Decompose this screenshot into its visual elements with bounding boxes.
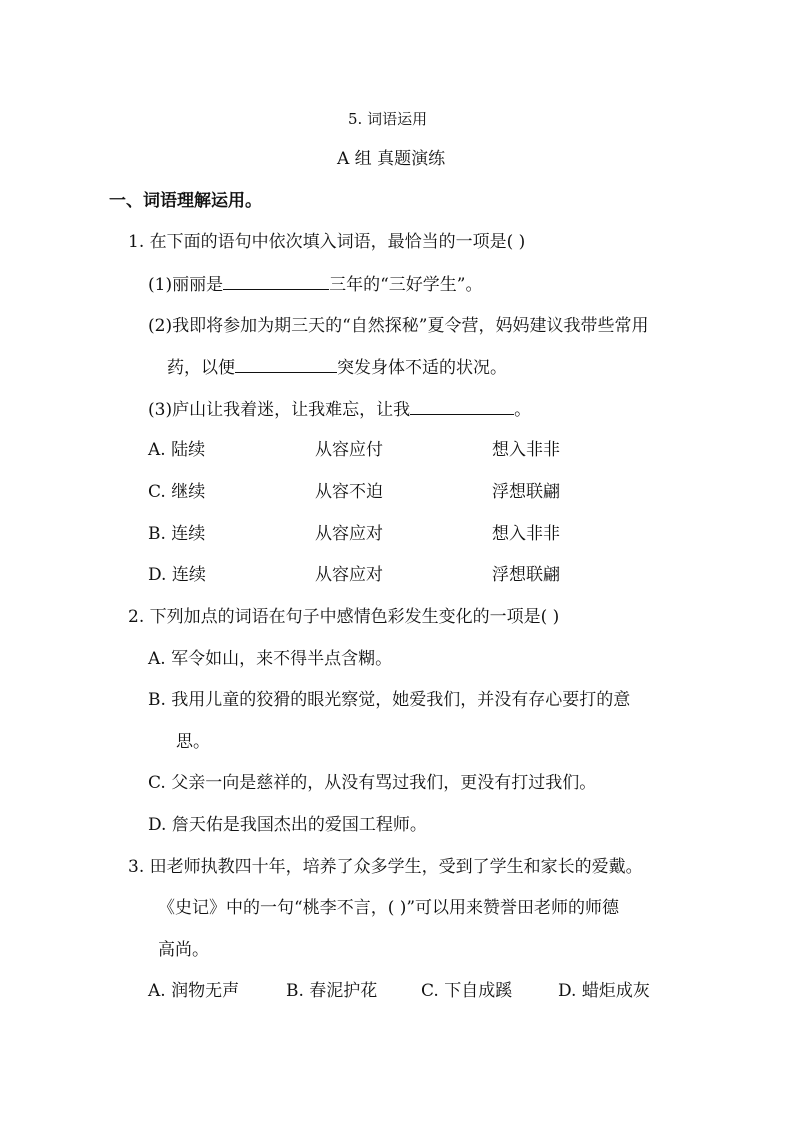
q1-option-word-3: 想入非非 [492,440,560,460]
q1-option-label: B. 连续 [148,524,206,544]
q1-option-word-2: 从容不迫 [315,482,383,502]
group-title: A 组 真题演练 [337,149,446,169]
question-1-sentence-2-line-1: (2)我即将参加为期三天的“自然探秘”夏令营，妈妈建议我带些常用 [148,316,649,336]
q2-option-d: D. 詹天佑是我国杰出的爱国工程师。 [148,815,427,835]
q2-option-b-line-2: 思。 [176,732,210,752]
sentence-2-prefix: 药，以便 [167,358,235,378]
q2-option-a: A. 军令如山，来不得半点含糊。 [148,649,393,669]
sentence-2-suffix: 突发身体不适的状况。 [337,358,507,378]
lesson-title: 5. 词语运用 [348,110,428,128]
q1-option-label: A. 陆续 [148,440,206,460]
q1-option-word-2: 从容应对 [315,565,383,585]
answer-blank [223,273,329,290]
question-1-sentence-3 [148,398,531,421]
sentence-3-suffix: 。 [514,400,532,420]
q1-option-word-2: 从容应对 [315,524,383,544]
question-2-stem: 2. 下列加点的词语在句子中感情色彩发生变化的一项是( ) [128,607,560,627]
section-heading: 一、词语理解运用。 [109,191,262,211]
sentence-1-prefix: (1)丽丽是 [148,275,224,295]
question-1-sentence-1 [148,273,482,296]
q1-option-word-3: 浮想联翩 [492,565,560,585]
question-3-stem-line-3: 高尚。 [158,940,209,960]
q2-option-c: C. 父亲一向是慈祥的，从没有骂过我们，更没有打过我们。 [148,773,597,793]
answer-blank [410,398,514,415]
question-1-stem: 1. 在下面的语句中依次填入词语，最恰当的一项是( ) [128,232,526,252]
question-1-sentence-2-line-2 [167,356,507,379]
q1-option-word-2: 从容应付 [315,440,383,460]
sentence-3-prefix: (3)庐山让我着迷，让我难忘，让我 [148,400,411,420]
answer-blank [235,356,337,373]
question-3-stem-line-2: 《史记》中的一句“桃李不言，( )”可以用来赞誉田老师的师德 [158,898,620,918]
q1-option-word-3: 想入非非 [492,524,560,544]
question-3-stem-line-1: 3. 田老师执教四十年，培养了众多学生，受到了学生和家长的爱戴。 [128,857,643,877]
q3-option-d: D. 蜡炬成灰 [558,981,650,1001]
q1-option-label: C. 继续 [148,482,206,502]
q3-option-c: C. 下自成蹊 [421,981,513,1001]
q2-option-b-line-1: B. 我用儿童的狡猾的眼光察觉，她爱我们，并没有存心要打的意 [148,690,631,710]
q3-option-b: B. 春泥护花 [286,981,378,1001]
sentence-1-suffix: 三年的“三好学生”。 [329,275,483,295]
q1-option-word-3: 浮想联翩 [492,482,560,502]
q1-option-label: D. 连续 [148,565,206,585]
q3-option-a: A. 润物无声 [148,981,240,1001]
